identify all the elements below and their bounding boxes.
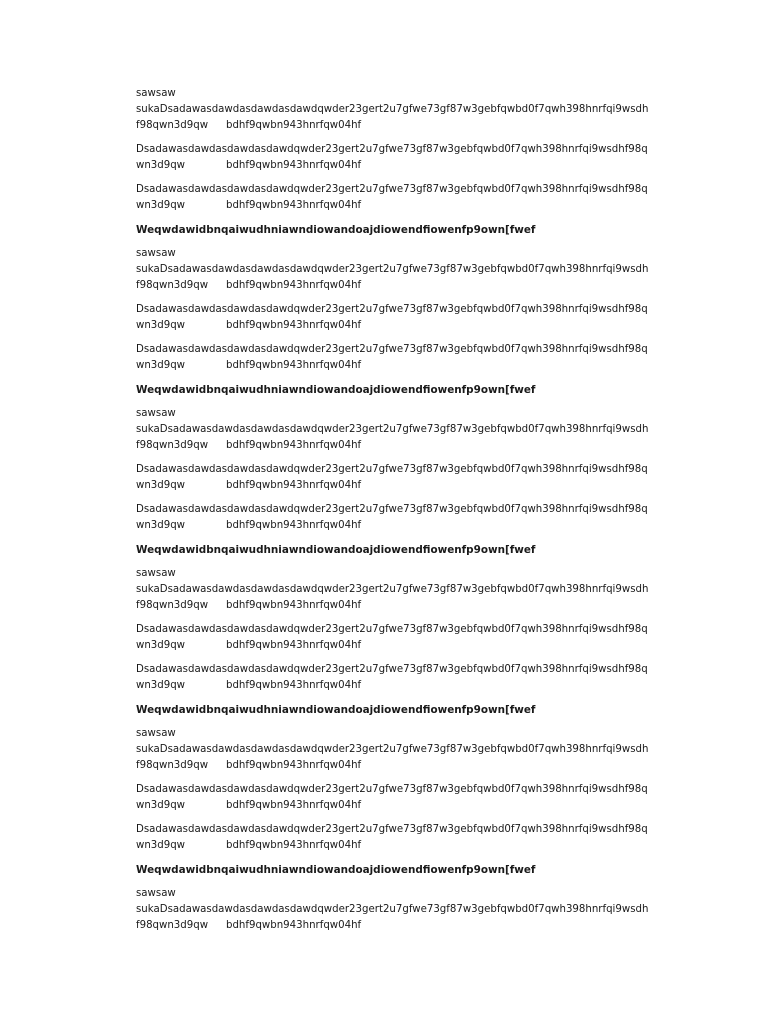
text-segment: wn3d9qw [136,200,186,211]
paragraph [136,182,696,214]
document-body [136,86,696,942]
text-line: sukaDsadawasdawdasdawdasdawdqwder23gert2u7gfwe73gf87w3gebfqwbd0f7qwh398hnrfqi9wsdh [136,424,649,435]
text-line [136,638,696,654]
text-line [136,358,696,374]
text-line: sukaDsadawasdawdasdawdasdawdqwder23gert2u7gfwe73gf87w3gebfqwbd0f7qwh398hnrfqi9wsdh [136,744,649,755]
paragraph [136,406,696,454]
text-segment: bdhf9qwbn943hnrfqw04hf [226,600,362,611]
section-heading: Weqwdawidbnqaiwudhniawndiowandoajdiowendfiowenfp9own[fwef [136,704,536,716]
paragraph [136,246,696,294]
paragraph [136,566,696,614]
text-segment: bdhf9qwbn943hnrfqw04hf [226,200,362,211]
document-section [136,406,696,558]
paragraph [136,302,696,334]
document-section [136,86,696,238]
text-line: sawsaw [136,88,176,99]
text-line [136,118,696,134]
document-section [136,726,696,878]
text-line: Dsadawasdawdasdawdasdawdqwder23gert2u7gfwe73gf87w3gebfqwbd0f7qwh398hnrfqi9wsdhf98q [136,784,648,795]
paragraph [136,462,696,494]
text-segment: bdhf9qwbn943hnrfqw04hf [226,120,362,131]
text-segment: wn3d9qw [136,840,186,851]
text-line: sawsaw [136,728,176,739]
text-line [136,598,696,614]
document-section [136,566,696,718]
text-line [136,758,696,774]
paragraph [136,886,696,934]
text-segment: bdhf9qwbn943hnrfqw04hf [226,840,362,851]
paragraph [136,142,696,174]
text-line: sukaDsadawasdawdasdawdasdawdqwder23gert2u7gfwe73gf87w3gebfqwbd0f7qwh398hnrfqi9wsdh [136,904,649,915]
text-segment: bdhf9qwbn943hnrfqw04hf [226,160,362,171]
text-line [136,678,696,694]
text-segment: wn3d9qw [136,680,186,691]
text-line [136,438,696,454]
text-segment: bdhf9qwbn943hnrfqw04hf [226,920,362,931]
paragraph [136,342,696,374]
text-line [136,478,696,494]
text-segment: wn3d9qw [136,320,186,331]
text-line [136,158,696,174]
text-segment: bdhf9qwbn943hnrfqw04hf [226,800,362,811]
text-line: sukaDsadawasdawdasdawdasdawdqwder23gert2u7gfwe73gf87w3gebfqwbd0f7qwh398hnrfqi9wsdh [136,584,649,595]
text-line [136,318,696,334]
paragraph [136,502,696,534]
section-heading: Weqwdawidbnqaiwudhniawndiowandoajdiowendfiowenfp9own[fwef [136,224,536,236]
text-line: Dsadawasdawdasdawdasdawdqwder23gert2u7gfwe73gf87w3gebfqwbd0f7qwh398hnrfqi9wsdhf98q [136,144,648,155]
text-line: Dsadawasdawdasdawdasdawdqwder23gert2u7gfwe73gf87w3gebfqwbd0f7qwh398hnrfqi9wsdhf98q [136,304,648,315]
paragraph [136,822,696,854]
text-segment: wn3d9qw [136,160,186,171]
document-section [136,246,696,398]
paragraph [136,86,696,134]
text-segment: wn3d9qw [136,360,186,371]
text-segment: wn3d9qw [136,480,186,491]
document-section [136,886,696,934]
text-segment: bdhf9qwbn943hnrfqw04hf [226,280,362,291]
text-segment: bdhf9qwbn943hnrfqw04hf [226,360,362,371]
text-segment: bdhf9qwbn943hnrfqw04hf [226,480,362,491]
text-line: sawsaw [136,408,176,419]
text-line [136,918,696,934]
text-segment: bdhf9qwbn943hnrfqw04hf [226,520,362,531]
section-heading: Weqwdawidbnqaiwudhniawndiowandoajdiowendfiowenfp9own[fwef [136,384,536,396]
paragraph [136,662,696,694]
text-segment: bdhf9qwbn943hnrfqw04hf [226,680,362,691]
text-segment: wn3d9qw [136,800,186,811]
text-line: Dsadawasdawdasdawdasdawdqwder23gert2u7gfwe73gf87w3gebfqwbd0f7qwh398hnrfqi9wsdhf98q [136,664,648,675]
text-line: Dsadawasdawdasdawdasdawdqwder23gert2u7gfwe73gf87w3gebfqwbd0f7qwh398hnrfqi9wsdhf98q [136,824,648,835]
text-line [136,198,696,214]
text-segment: bdhf9qwbn943hnrfqw04hf [226,760,362,771]
text-segment: f98qwn3d9qw [136,440,209,451]
text-line [136,838,696,854]
text-segment: bdhf9qwbn943hnrfqw04hf [226,640,362,651]
text-line [136,278,696,294]
text-line: sawsaw [136,568,176,579]
text-segment: bdhf9qwbn943hnrfqw04hf [226,440,362,451]
text-segment: f98qwn3d9qw [136,280,209,291]
text-segment: f98qwn3d9qw [136,120,209,131]
text-segment: f98qwn3d9qw [136,760,209,771]
text-line: sawsaw [136,888,176,899]
text-line: Dsadawasdawdasdawdasdawdqwder23gert2u7gfwe73gf87w3gebfqwbd0f7qwh398hnrfqi9wsdhf98q [136,344,648,355]
paragraph [136,726,696,774]
text-line: sawsaw [136,248,176,259]
text-line: Dsadawasdawdasdawdasdawdqwder23gert2u7gfwe73gf87w3gebfqwbd0f7qwh398hnrfqi9wsdhf98q [136,624,648,635]
text-line: Dsadawasdawdasdawdasdawdqwder23gert2u7gfwe73gf87w3gebfqwbd0f7qwh398hnrfqi9wsdhf98q [136,184,648,195]
paragraph [136,782,696,814]
text-segment: wn3d9qw [136,520,186,531]
text-line: Dsadawasdawdasdawdasdawdqwder23gert2u7gfwe73gf87w3gebfqwbd0f7qwh398hnrfqi9wsdhf98q [136,464,648,475]
text-line: sukaDsadawasdawdasdawdasdawdqwder23gert2u7gfwe73gf87w3gebfqwbd0f7qwh398hnrfqi9wsdh [136,104,649,115]
text-line: sukaDsadawasdawdasdawdasdawdqwder23gert2u7gfwe73gf87w3gebfqwbd0f7qwh398hnrfqi9wsdh [136,264,649,275]
text-line [136,518,696,534]
text-line: Dsadawasdawdasdawdasdawdqwder23gert2u7gfwe73gf87w3gebfqwbd0f7qwh398hnrfqi9wsdhf98q [136,504,648,515]
text-line [136,798,696,814]
section-heading: Weqwdawidbnqaiwudhniawndiowandoajdiowendfiowenfp9own[fwef [136,864,536,876]
text-segment: bdhf9qwbn943hnrfqw04hf [226,320,362,331]
text-segment: f98qwn3d9qw [136,920,209,931]
text-segment: f98qwn3d9qw [136,600,209,611]
text-segment: wn3d9qw [136,640,186,651]
paragraph [136,622,696,654]
section-heading: Weqwdawidbnqaiwudhniawndiowandoajdiowendfiowenfp9own[fwef [136,544,536,556]
